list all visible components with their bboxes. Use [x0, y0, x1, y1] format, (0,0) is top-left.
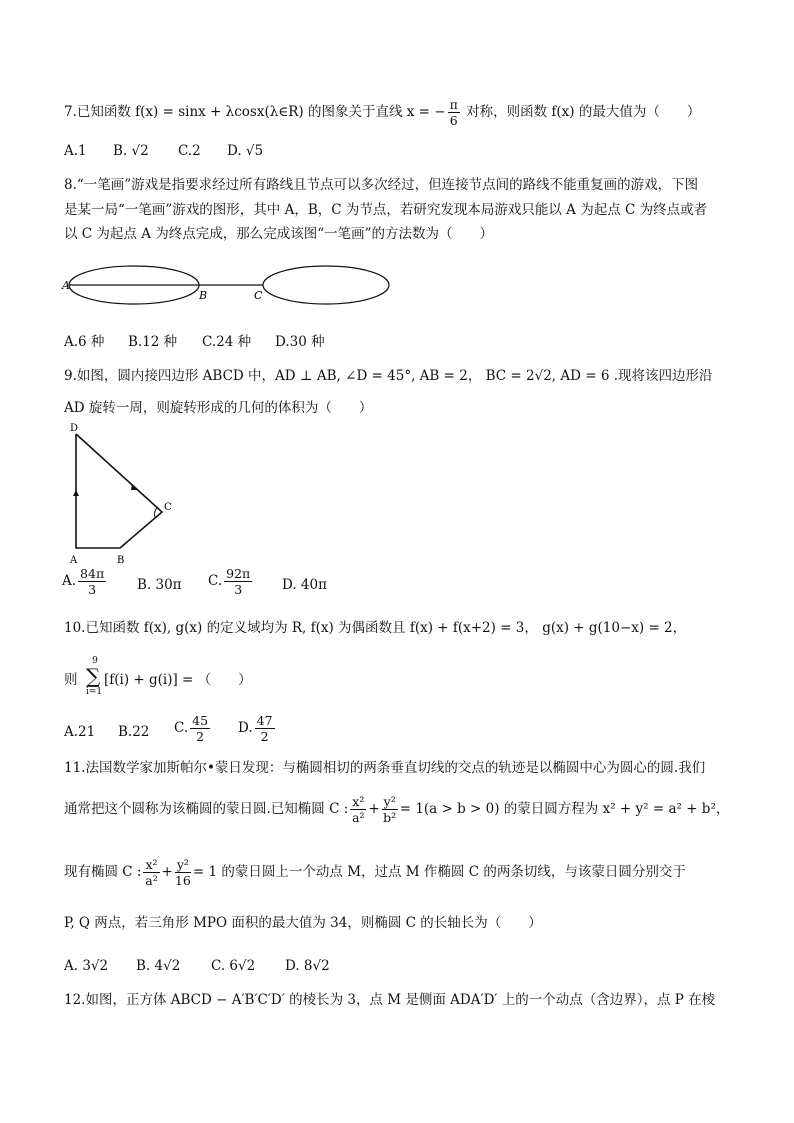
q11-plus-2: + — [161, 864, 173, 880]
q8-line-1: 8.“一笔画”游戏是指要求经过所有路线且节点可以多次经过，但连接节点间的路线不能重复画的游戏，下图 — [64, 177, 699, 193]
q8-one-stroke-figure — [60, 258, 400, 322]
q8-line-2: 是某一局“一笔画”游戏的图形，其中 A，B，C 为节点，若研究发现本局游戏只能以 A 为起点 C 为终点或者 — [64, 202, 708, 218]
q9-option-c-prefix: C. — [208, 573, 223, 589]
q9-option-b: B. 30π — [137, 577, 182, 593]
q9-option-a-fraction — [78, 566, 106, 597]
q9-option-c-den: 3 — [234, 582, 243, 597]
q10-option-c-fraction — [190, 713, 210, 744]
q8-option-b: B.12 种 — [128, 334, 178, 350]
q9-option-a-prefix: A. — [62, 573, 77, 589]
q11-f3-num: x² — [145, 857, 158, 872]
q11-plus-1: + — [368, 801, 380, 817]
q8-line-3: 以 C 为起点 A 为终点完成，那么完成该图“一笔画”的方法数为（ ） — [64, 226, 494, 242]
q7-stem — [64, 97, 700, 128]
q9-vertex-d-label: D — [70, 423, 79, 434]
q9-option-c-num: 92π — [226, 566, 251, 581]
q11-fraction-y-over-b — [382, 794, 398, 825]
q9-vertex-b-label: B — [117, 555, 125, 566]
q10-line-1: 10.已知函数 f(x), g(x) 的定义域均为 R, f(x) 为偶函数且 f(x) + f(x+2) = 3， g(x) + g(10−x) = 2， — [64, 620, 687, 636]
q7-option-c: C.2 — [178, 143, 201, 159]
q11-line-2 — [64, 794, 729, 825]
q9-option-c-fraction — [224, 566, 252, 597]
q11-line-2-b: = 1(a > b > 0) 的蒙日圆方程为 x² + y² = a² + b²， — [399, 801, 730, 817]
q9-vertex-c-label: C — [164, 502, 172, 513]
q11-line-3 — [64, 857, 686, 888]
q10-sum-symbol: ∑ — [86, 664, 101, 688]
q7-stem-a: 7.已知函数 f(x) = sinx + λcosx(λ∈R) 的图象关于直线 x = − — [64, 104, 446, 120]
q11-option-d: D. 8√2 — [285, 958, 330, 974]
q10-line-2-pre: 则 — [64, 672, 78, 688]
q9-arrow-ad — [73, 490, 79, 496]
q11-line-2-a: 通常把这个圆称为该椭圆的蒙日圆.已知椭圆 C : — [64, 801, 349, 817]
q8-option-a: A.6 种 — [64, 334, 105, 350]
q11-f3-den: a² — [145, 873, 158, 888]
q10-option-c-prefix: C. — [174, 720, 189, 736]
q7-pi-over-6 — [448, 97, 460, 128]
q11-f4-den: 16 — [174, 873, 191, 888]
q11-fraction-x-over-a — [350, 794, 366, 825]
q9-quadrilateral-figure — [62, 420, 182, 568]
q9-line-2: AD 旋转一周，则旋转形成的几何的体积为（ ） — [64, 400, 373, 416]
q8-node-c-label: C — [254, 289, 263, 302]
q11-fraction-x-over-a-2 — [143, 857, 159, 888]
q8-option-d: D.30 种 — [275, 334, 325, 350]
q11-f4-num: y² — [176, 857, 189, 872]
q9-option-a — [62, 566, 108, 597]
q9-vertex-a-label: A — [70, 555, 78, 566]
q9-option-a-den: 3 — [88, 582, 97, 597]
q9-line-1: 9.如图，圆内接四边形 ABCD 中，AD ⊥ AB, ∠D = 45°, AB = 2， BC = 2√2, AD = 6 .现将该四边形沿 — [64, 368, 713, 384]
q11-f1-num: x² — [352, 794, 365, 809]
q11-line-3-b: = 1 的蒙日圆上一个动点 M，过点 M 作椭圆 C 的两条切线，与该蒙日圆分别交于 — [192, 864, 686, 880]
q7-option-a: A.1 — [64, 143, 87, 159]
q8-option-c: C.24 种 — [202, 334, 252, 350]
q10-option-d — [238, 713, 277, 744]
q10-option-d-prefix: D. — [238, 720, 253, 736]
q10-option-d-num: 47 — [256, 713, 273, 728]
q9-option-c — [208, 566, 254, 597]
q10-option-d-fraction — [255, 713, 275, 744]
q11-f1-den: a² — [352, 810, 365, 825]
q10-option-c-den: 2 — [196, 729, 205, 744]
q11-option-a: A. 3√2 — [64, 958, 109, 974]
q10-line-2-post: [f(i) + g(i)] = （ ） — [104, 672, 252, 688]
q11-f2-num: y² — [383, 794, 396, 809]
q11-line-3-a: 现有椭圆 C : — [64, 864, 142, 880]
q11-option-c: C. 6√2 — [211, 958, 256, 974]
q10-option-b: B.22 — [118, 724, 150, 740]
q11-fraction-y-over-16 — [175, 857, 191, 888]
q7-option-b: B. √2 — [113, 143, 149, 159]
q10-sum-upper: 9 — [92, 656, 98, 666]
q10-option-d-den: 2 — [260, 729, 269, 744]
q8-node-a-label: A — [62, 279, 70, 292]
q11-line-1: 11.法国数学家加斯帕尔•蒙日发现：与椭圆相切的两条垂直切线的交点的轨迹是以椭圆中心为圆心的圆.我们 — [64, 760, 706, 776]
q10-sum-lower: i=1 — [86, 687, 103, 697]
q7-pi-den: 6 — [449, 113, 458, 128]
q12-line-1: 12.如图，正方体 ABCD − A′B′C′D′ 的棱长为 3，点 M 是侧面 ADA′D′ 上的一个动点（含边界），点 P 在棱 — [64, 992, 716, 1008]
q9-option-a-num: 84π — [80, 566, 105, 581]
q7-pi-num: π — [449, 97, 458, 112]
q8-right-ellipse — [263, 266, 389, 304]
q11-line-4: P, Q 两点，若三角形 MPO 面积的最大值为 34，则椭圆 C 的长轴长为（ ） — [64, 915, 542, 931]
q11-f2-den: b² — [383, 810, 397, 825]
q9-arrow-dc — [131, 484, 137, 490]
q10-option-c-num: 45 — [192, 713, 209, 728]
q9-option-d: D. 40π — [282, 577, 327, 593]
q7-stem-b: 对称，则函数 f(x) 的最大值为（ ） — [461, 104, 701, 120]
q7-option-d: D. √5 — [227, 143, 264, 159]
q10-option-a: A.21 — [64, 724, 96, 740]
q8-node-b-label: B — [199, 289, 208, 302]
q9-quadrilateral-abcd — [76, 434, 162, 548]
q10-option-c — [174, 713, 212, 744]
q11-option-b: B. 4√2 — [136, 958, 181, 974]
